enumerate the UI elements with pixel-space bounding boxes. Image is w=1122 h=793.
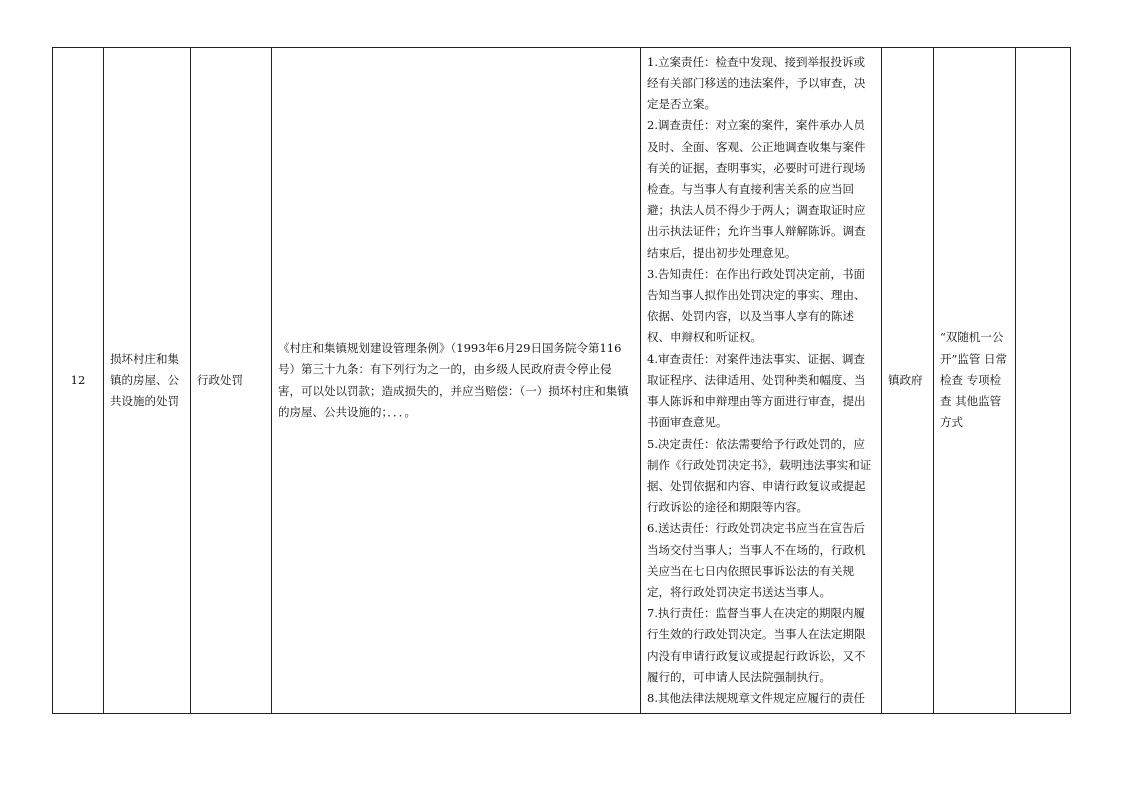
duty-item: 3.告知责任：在作出行政处罚决定前，书面告知当事人拟作出处罚决定的事实、理由、依据、处罚内容，以及当事人享有的陈述权、申辩权和听证权。 xyxy=(647,266,866,345)
power-list-table xyxy=(52,47,1071,714)
legal-basis-cell: 《村庄和集镇规划建设管理条例》（1993年6月29日国务院令第116号）第三十九条：有下列行为之一的，由乡级人民政府责令停止侵害，可以处以罚款；造成损失的，并应当赔偿：（一）损坏村庄和集镇的房屋、公共设施的；．．．。 xyxy=(272,48,641,714)
category-cell: 行政处罚 xyxy=(191,48,272,714)
duty-item: 8.其他法律法规规章文件规定应履行的责任 xyxy=(647,690,865,705)
supervision-method-cell: “双随机一公开”监管 日常检查 专项检查 其他监管方式 xyxy=(934,48,1016,714)
duty-item: 6.送达责任：行政处罚决定书应当在宣告后当场交付当事人；当事人不在场的，行政机关应当在七日内依照民事诉讼法的有关规定，将行政处罚决定书送达当事人。 xyxy=(647,521,866,599)
notes-cell xyxy=(1016,48,1071,714)
row-number-cell: 12 xyxy=(53,48,104,714)
item-name-cell: 损坏村庄和集镇的房屋、公共设施的处罚 xyxy=(104,48,191,714)
table-row xyxy=(53,48,1071,714)
duty-item: 7.执行责任：监督当事人在决定的期限内履行生效的行政处罚决定。当事人在法定期限内没有申请行政复议或提起行政诉讼，又不履行的，可申请人民法院强制执行。 xyxy=(647,606,866,684)
duty-item: 1.立案责任：检查中发现、接到举报投诉或经有关部门移送的违法案件，予以审查，决定是否立案。 xyxy=(647,54,866,112)
responsibilities-cell xyxy=(641,48,882,714)
duty-item: 5.决定责任：依法需要给予行政处罚的，应制作《行政处罚决定书》，载明违法事实和证据、处罚依据和内容、申请行政复议或提起行政诉讼的途径和期限等内容。 xyxy=(647,436,872,515)
duty-item: 4.审查责任：对案件违法事实、证据、调查取证程序、法律适用、处罚种类和幅度、当事人陈诉和申辩理由等方面进行审查，提出书面审查意见。 xyxy=(647,351,866,430)
duty-item: 2.调查责任：对立案的案件，案件承办人员及时、全面、客观、公正地调查收集与案件有关的证据，查明事实，必要时可进行现场检查。与当事人有直接利害关系的应当回避；执法人员不得少于两人；调查取证时应出示执法证件；允许当事人辩解陈诉。调查结束后，提出初步处理意见。 xyxy=(647,118,866,260)
subject-cell: 镇政府 xyxy=(882,48,934,714)
